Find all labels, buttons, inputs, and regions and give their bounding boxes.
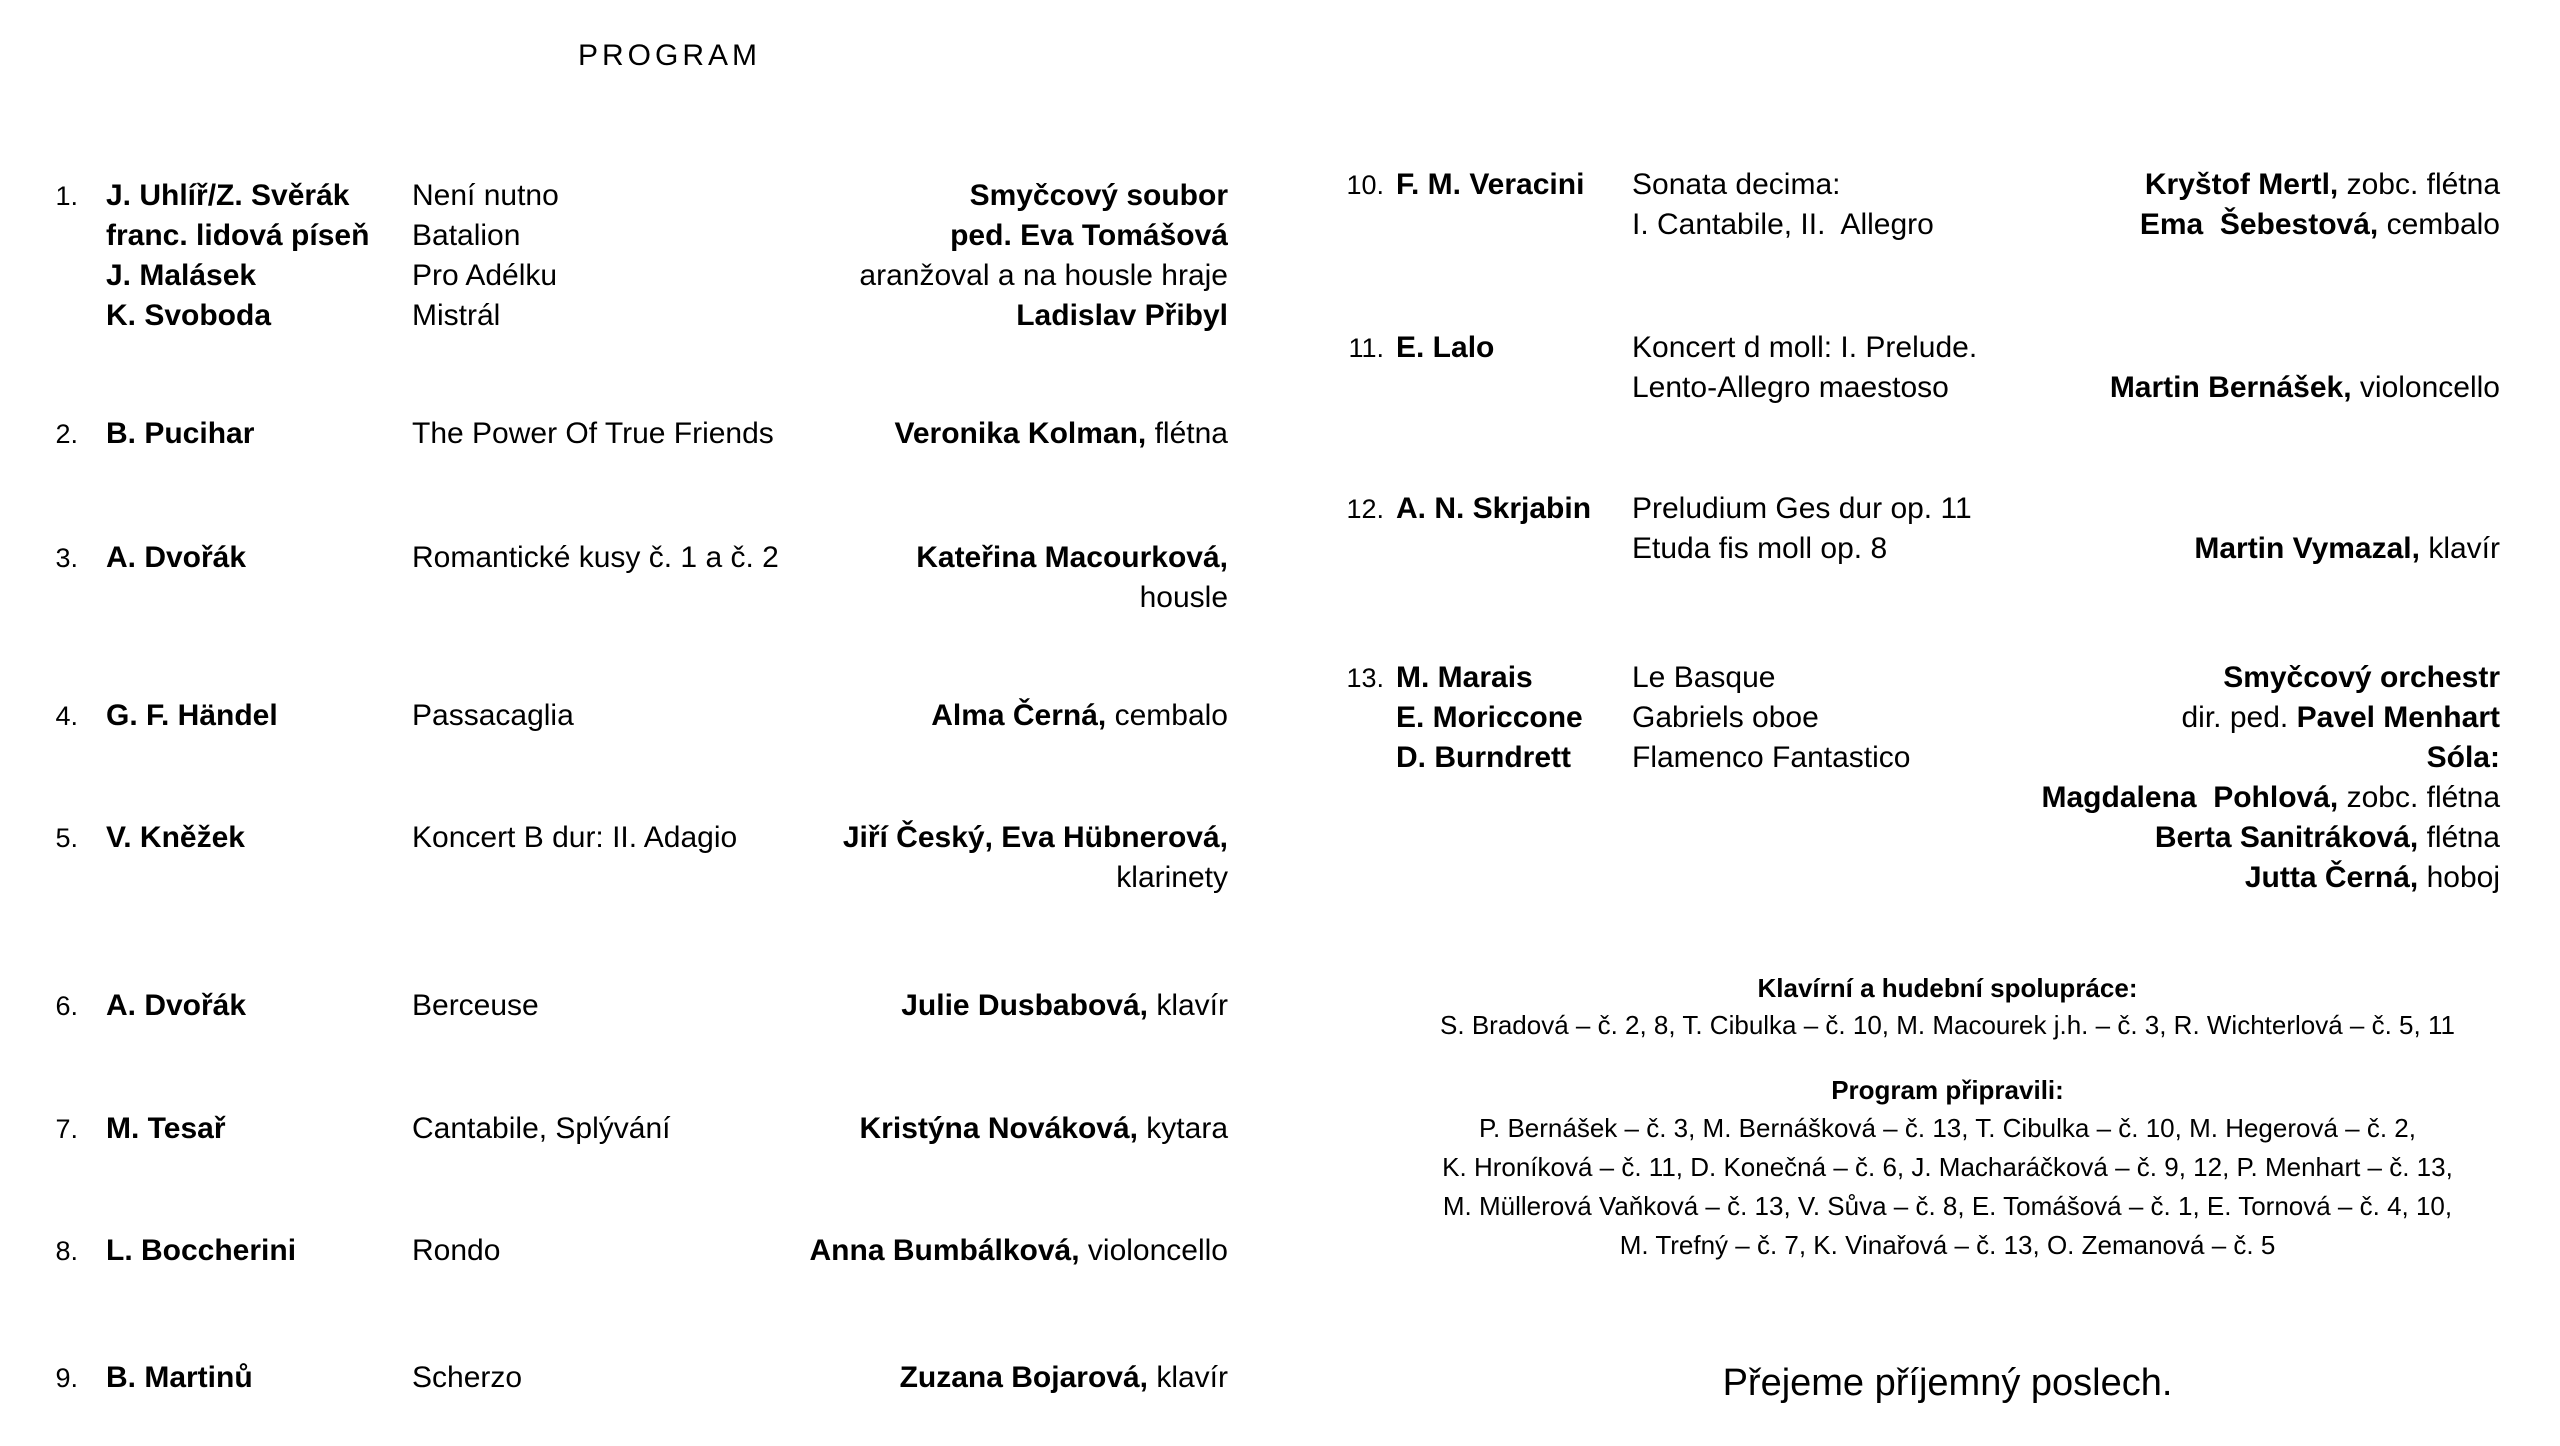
text-line [628, 414, 1228, 454]
bold-text: J. Uhlíř/Z. Svěrák [106, 179, 350, 212]
bold-text: Sóla: [2426, 741, 2500, 774]
bold-text: Anna Bumbálková, [809, 1234, 1080, 1267]
composer-cell [106, 696, 412, 736]
bold-text: Zuzana Bojarová, [899, 1361, 1148, 1394]
text-line [106, 538, 412, 578]
item-number: 2. [55, 419, 78, 449]
composer-cell [106, 1358, 412, 1398]
text-line [106, 696, 412, 736]
text-line [1900, 529, 2500, 569]
regular-text: Etuda fis moll op. 8 [1632, 532, 1888, 565]
bold-text: Martin Bernášek, [2109, 371, 2352, 404]
regular-text: Mistrál [412, 299, 501, 332]
regular-text: Batalion [412, 219, 521, 252]
text-line [106, 176, 412, 216]
text-line [628, 1231, 1228, 1271]
page-title: PROGRAM [578, 39, 762, 72]
text-line [1900, 328, 2500, 368]
bold-text: K. Svoboda [106, 299, 272, 332]
regular-text: Scherzo [412, 1361, 523, 1394]
text-line [628, 858, 1228, 898]
regular-text: kytara [1137, 1112, 1228, 1145]
bold-text: J. Malásek [106, 259, 257, 292]
regular-text: cembalo [2378, 208, 2500, 241]
text-line [1396, 328, 1632, 368]
text-line [628, 986, 1228, 1026]
item-number: 1. [55, 181, 78, 211]
regular-text: Berceuse [412, 989, 539, 1022]
item-number: 9. [55, 1363, 78, 1393]
bold-text: Magdalena Pohlová, [2041, 781, 2339, 814]
item-number: 5. [55, 823, 78, 853]
text-line [106, 414, 412, 454]
bold-text: ped. Eva Tomášová [950, 219, 1228, 252]
bold-text: A. Dvořák [106, 541, 247, 574]
composer-cell [106, 1231, 412, 1271]
text-line [1900, 205, 2500, 245]
bold-text: Martin Vymazal, [2194, 532, 2420, 565]
regular-text: Není nutno [412, 179, 559, 212]
composer-cell [106, 818, 412, 858]
performer-cell [628, 818, 1228, 898]
text-line [628, 296, 1228, 336]
text-line [1900, 165, 2500, 205]
regular-text: Flamenco Fantastico [1632, 741, 1911, 774]
bold-text: G. F. Händel [106, 699, 278, 732]
item-number: 6. [55, 991, 78, 1021]
text-line [1396, 489, 1632, 529]
text-line [628, 538, 1228, 578]
text-line [1900, 858, 2500, 898]
performer-cell [628, 1358, 1228, 1398]
text-line [628, 818, 1228, 858]
collaboration-line: S. Bradová – č. 2, 8, T. Cibulka – č. 10, M. Macourek j.h. – č. 3, R. Wichterlová – č. 5, 11 [1440, 1010, 2455, 1040]
bold-text: Ema Šebestová, [2139, 208, 2379, 241]
performer-cell [628, 414, 1228, 454]
bold-text: Smyčcový orchestr [2223, 661, 2500, 694]
regular-text: zobc. flétna [2338, 781, 2500, 814]
regular-text: flétna [1146, 417, 1228, 450]
bold-text: franc. lidová píseň [106, 219, 370, 252]
bold-text: Jiří Český, Eva Hübnerová, [842, 821, 1228, 854]
bold-text: Alma Černá, [931, 699, 1107, 732]
regular-text: Sonata decima: [1632, 168, 1841, 201]
text-line [106, 1358, 412, 1398]
bold-text: D. Burndrett [1396, 741, 1571, 774]
text-line [1396, 738, 1632, 778]
bold-text: L. Boccherini [106, 1234, 297, 1267]
regular-text: klavír [1147, 1361, 1228, 1394]
bold-text: Berta Sanitráková, [2154, 821, 2419, 854]
item-number: 10. [1346, 170, 1384, 200]
regular-text: Preludium Ges dur op. 11 [1632, 492, 1972, 525]
bold-text: E. Moriccone [1396, 701, 1583, 734]
item-number: 8. [55, 1236, 78, 1266]
performer-cell [628, 986, 1228, 1026]
text-line [106, 216, 412, 256]
text-line [1900, 818, 2500, 858]
bold-text: B. Pucihar [106, 417, 255, 450]
text-line [628, 1358, 1228, 1398]
bold-text: A. Dvořák [106, 989, 247, 1022]
performer-cell [1900, 489, 2500, 569]
text-line [628, 176, 1228, 216]
composer-cell [1396, 489, 1632, 529]
regular-text: Koncert B dur: II. Adagio [412, 821, 738, 854]
composer-cell [106, 986, 412, 1026]
bold-text: M. Marais [1396, 661, 1533, 694]
performer-cell [1900, 165, 2500, 245]
text-line [1900, 778, 2500, 818]
performer-cell [628, 176, 1228, 336]
regular-text: klarinety [1116, 861, 1228, 894]
text-line [628, 578, 1228, 618]
composer-cell [106, 1109, 412, 1149]
performer-cell [1900, 658, 2500, 898]
regular-text: klavír [1147, 989, 1228, 1022]
regular-text: Gabriels oboe [1632, 701, 1819, 734]
composer-cell [106, 414, 412, 454]
composer-cell [1396, 328, 1632, 368]
text-line [1900, 658, 2500, 698]
performer-cell [628, 1109, 1228, 1149]
performer-cell [628, 1231, 1228, 1271]
bold-text: E. Lalo [1396, 331, 1495, 364]
regular-text: Rondo [412, 1234, 501, 1267]
bold-text: Kryštof Mertl, [2144, 168, 2339, 201]
prepared-line: M. Trefný – č. 7, K. Vinařová – č. 13, O. Zemanová – č. 5 [1619, 1230, 2276, 1260]
performer-cell [628, 538, 1228, 618]
text-line [106, 818, 412, 858]
item-number: 4. [55, 701, 78, 731]
regular-text: The Power Of True Friends [412, 417, 774, 450]
bold-text: A. N. Skrjabin [1396, 492, 1592, 525]
text-line [106, 1109, 412, 1149]
item-number: 3. [55, 543, 78, 573]
closing-line: Přejeme příjemný poslech. [1722, 1362, 2173, 1404]
regular-text: Romantické kusy č. 1 a č. 2 [412, 541, 779, 574]
prepared-line: K. Hroníková – č. 11, D. Konečná – č. 6, J. Macharáčková – č. 9, 12, P. Menhart – č. 13, [1442, 1152, 2453, 1182]
bold-text: Veronika Kolman, [894, 417, 1147, 450]
regular-text: Lento-Allegro maestoso [1632, 371, 1949, 404]
text-line [1900, 698, 2500, 738]
regular-text: aranžoval a na housle hraje [859, 259, 1228, 292]
regular-text: zobc. flétna [2338, 168, 2500, 201]
regular-text: Le Basque [1632, 661, 1776, 694]
text-line [1396, 165, 1632, 205]
item-number: 7. [55, 1114, 78, 1144]
regular-text: Passacaglia [412, 699, 574, 732]
performer-cell [628, 696, 1228, 736]
regular-text: Koncert d moll: I. Prelude. [1632, 331, 1978, 364]
text-line [106, 296, 412, 336]
regular-text: cembalo [1106, 699, 1228, 732]
regular-text: violoncello [1079, 1234, 1228, 1267]
text-line [106, 256, 412, 296]
text-line [1900, 738, 2500, 778]
composer-cell [1396, 165, 1632, 205]
text-line [1900, 368, 2500, 408]
regular-text: I. Cantabile, II. Allegro [1632, 208, 1934, 241]
composer-cell [106, 538, 412, 578]
regular-text: hoboj [2418, 861, 2500, 894]
bold-text: M. Tesař [106, 1112, 226, 1145]
text-line [628, 256, 1228, 296]
prepared-heading: Program připravili: [1831, 1075, 2064, 1105]
regular-text: violoncello [2351, 371, 2500, 404]
text-line [106, 1231, 412, 1271]
prepared-lines [1390, 1109, 2505, 1265]
text-line [1900, 489, 2500, 529]
bold-text: F. M. Veracini [1396, 168, 1585, 201]
text-line [628, 216, 1228, 256]
bold-text: B. Martinů [106, 1361, 253, 1394]
bold-text: V. Kněžek [106, 821, 245, 854]
prepared-line: P. Bernášek – č. 3, M. Bernášková – č. 13, T. Cibulka – č. 10, M. Hegerová – č. 2, [1479, 1113, 2416, 1143]
performer-cell [1900, 328, 2500, 408]
regular-text: housle [1139, 581, 1228, 614]
bold-text: Kateřina Macourková, [916, 541, 1228, 574]
composer-cell [1396, 658, 1632, 778]
text-line [628, 696, 1228, 736]
regular-text: flétna [2418, 821, 2500, 854]
item-number: 11. [1348, 333, 1384, 363]
item-number: 12. [1346, 494, 1384, 524]
item-number: 13. [1346, 663, 1384, 693]
bold-text: Kristýna Nováková, [859, 1112, 1138, 1145]
text-line [1396, 658, 1632, 698]
regular-text: dir. ped. [2181, 701, 2297, 734]
composer-cell [106, 176, 412, 336]
collaboration-heading: Klavírní a hudební spolupráce: [1757, 973, 2138, 1003]
bold-text: Jutta Černá, [2244, 861, 2419, 894]
bold-text: Smyčcový soubor [969, 179, 1228, 212]
regular-text: Cantabile, Splývání [412, 1112, 671, 1145]
bold-text: Julie Dusbabová, [901, 989, 1148, 1022]
bold-text: Pavel Menhart [2296, 701, 2500, 734]
regular-text: klavír [2419, 532, 2500, 565]
bold-text: Ladislav Přibyl [1016, 299, 1228, 332]
text-line [106, 986, 412, 1026]
prepared-line: M. Müllerová Vaňková – č. 13, V. Sůva – č. 8, E. Tomášová – č. 1, E. Tornová – č. 4, 10, [1442, 1191, 2453, 1221]
text-line [1396, 698, 1632, 738]
text-line [628, 1109, 1228, 1149]
regular-text: Pro Adélku [412, 259, 558, 292]
